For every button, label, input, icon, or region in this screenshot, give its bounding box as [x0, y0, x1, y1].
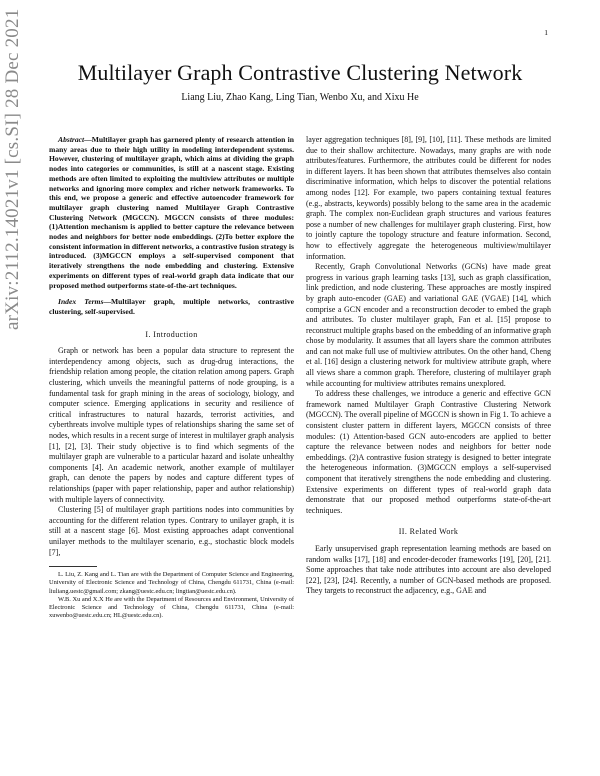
index-terms-text: —Multilayer graph, multiple networks, contrastive clustering, self-supervised. — [49, 297, 294, 316]
arxiv-stamp-text: arXiv:2112.14021v1 [cs.SI] 28 Dec 2021 — [2, 8, 23, 330]
index-terms-lead: Index Terms — [58, 297, 104, 307]
footnote: W.B. Xu and X.X He are with the Department of Resources and Environment, University of Electronic Science and Technology of China, Chengdu 611731, China (e-mail: xuwenbo@uestc.edu.cn; HL@uestc.edu.cn). — [49, 595, 294, 620]
abstract-lead: Abstract — [58, 135, 85, 144]
paper-title: Multilayer Graph Contrastive Clustering Network — [77, 60, 523, 85]
paper-authors: Liang Liu, Zhao Kang, Ling Tian, Wenbo Xu, and Xixu He — [181, 92, 419, 103]
intro-paragraph: Graph or network has been a popular data structure to represent the interdependency among objects, such as drug-drug interactions, the friendship relation among people, the citation relation among papers. Graph clustering, which unveils the meaningful patterns of node grouping, is a fundamental task for graph mining in the areas of sociology, biology, and computer science. Emerging applications in security and resilience of critical infrastructures to natural hazards, terrorist activities, and cyberthreats involve multiple types of relationships sharing the same set of nodes, which results in a recent surge of interest in multilayer graph analysis [1], [2], [3]. Their study objective is to find which segments of the multilayer graph are vulnerable to a particular hazard and isolate unhealthy components [4]. An academic network, another example of multilayer graph, can denote the papers by nodes and capture different types of relationships (paper with paper relationship, paper and author relationship) with multiple layers of connectivity. — [49, 346, 294, 504]
index-terms — [49, 297, 294, 316]
section-heading-related-work: II. Related Work — [398, 527, 459, 537]
abstract — [49, 135, 294, 290]
intro-paragraph: Clustering [5] of multilayer graph partitions nodes into communities by accounting for the different relation types. Contrary to unilayer graph, it is still at a nascent stage [6]. Most existing approaches adapt conventional unilayer methods to the multilayer scenario, e.g., stochastic block models [7], — [49, 505, 294, 557]
page-number: 1 — [544, 28, 548, 37]
intro-paragraph: To address these challenges, we introduce a generic and effective GCN framework named Multilayer Graph Contrastive Clustering Network (MGCCN). The overall pipeline of MGCCN is shown in Fig 1. To achieve a consistent cluster pattern in different layers, MGCCN consists of three modules: (1) Attention-based GCN auto-encoders are applied to better capture the relevance between nodes and neighbors for better node embeddings. (2)A contrastive fusion strategy is designed to better integrate the heterogeneous information. (3)MGCCN employs a self-supervised component that iteratively strengthens the node embedding and clustering. Extensive experiments on different types of real-world graph data demonstrate that our proposed method outperforms state-of-the-art techniques. — [306, 389, 551, 515]
abstract-text: —Multilayer graph has garnered plenty of research attention in many areas due to their high utility in modeling interdependent systems. However, clustering of multilayer graph, which aims at dividing the graph nodes into categories or communities, is still at a nascent stage. Existing methods are often limited to exploiting the multiview attributes or multiple networks and ignoring more complex and richer network frameworks. To this end, we propose a generic and effective autoencoder framework for multilayer graph clustering named Multilayer Graph Contrastive Clustering Network (MGCCN). MGCCN consists of three modules: (1)Attention mechanism is applied to better capture the relevance between nodes and neighbors for better node embeddings. (2)To better explore the consistent information in different networks, a contrastive fusion strategy is introduced. (3)MGCCN employs a self-supervised component that iteratively strengthens the node embedding and clustering. Extensive experiments on different types of real-world graph data indicate that our proposed method outperforms state-of-the-art techniques. — [49, 135, 294, 290]
intro-paragraph: layer aggregation techniques [8], [9], [10], [11]. These methods are limited due to their shallow architecture. Nowadays, many graphs are with node attributes/features. Furthermore, the attributes could be different for nodes in different layers. It has been shown that attributes themselves also contain discriminative information, which helps to discover the potential relations among nodes [12]. For example, two papers containing textual features (e.g., abstracts, keywords) possibly belong to the same area in the academic graph. The complex non-Euclidean graph structures and various features pose a number of new challenges for multilayer graph clustering. First, how to jointly capture the topology structure and feature information. Second, how to effectively aggregate the heterogeneous multiview/multilayer information. — [306, 135, 551, 261]
arxiv-stamp — [2, 9, 24, 330]
right-column — [306, 135, 551, 597]
section-heading-introduction: I. Introduction — [145, 329, 198, 339]
related-paragraph: Early unsupervised graph representation learning methods are based on random walks [17], [18] and encoder-decoder frameworks [19], [20], [21]. Some approaches that take node attributes into account are also developed [22], [23], [24]. Recently, a number of GCN-based methods are proposed. They targets to reconstruct the adjacency, e.g., GAE and — [306, 543, 551, 596]
left-column — [49, 135, 294, 620]
footnote-divider — [49, 566, 97, 567]
footnote: L. Liu, Z. Kang and L. Tian are with the Department of Computer Science and Engineering, University of Electronic Science and Technology of China, Chengdu 611731, China (e-mail: liuliang.uestc@gmail.com; zkang@uestc.edu.cn; lingtian@uestc.edu.cn). — [49, 571, 294, 595]
intro-paragraph: Recently, Graph Convolutional Networks (GCNs) have made great progress in various graph learning tasks [13], such as graph classification, link prediction, and node clustering. These approaches are mostly inspired by graph auto-encoder (GAE) and variational GAE (VGAE) [14], which comprise a GCN encoder and a reconstruction decoder to embed the graph and attributes. To cluster multilayer graph, Fan et al. [15] propose to reconstruct multiple graphs based on the embedding of an informative graph chose by modularity. It assumes that all layers share the common attributes and can not make full use of multiview attributes. On the other hand, Cheng et al. [16] design a clustering network for multiview attribute graph, where all views share a common graph. Therefore, clustering of multilayer graph while accounting for multiview attributes remains unexplored. — [306, 262, 551, 388]
